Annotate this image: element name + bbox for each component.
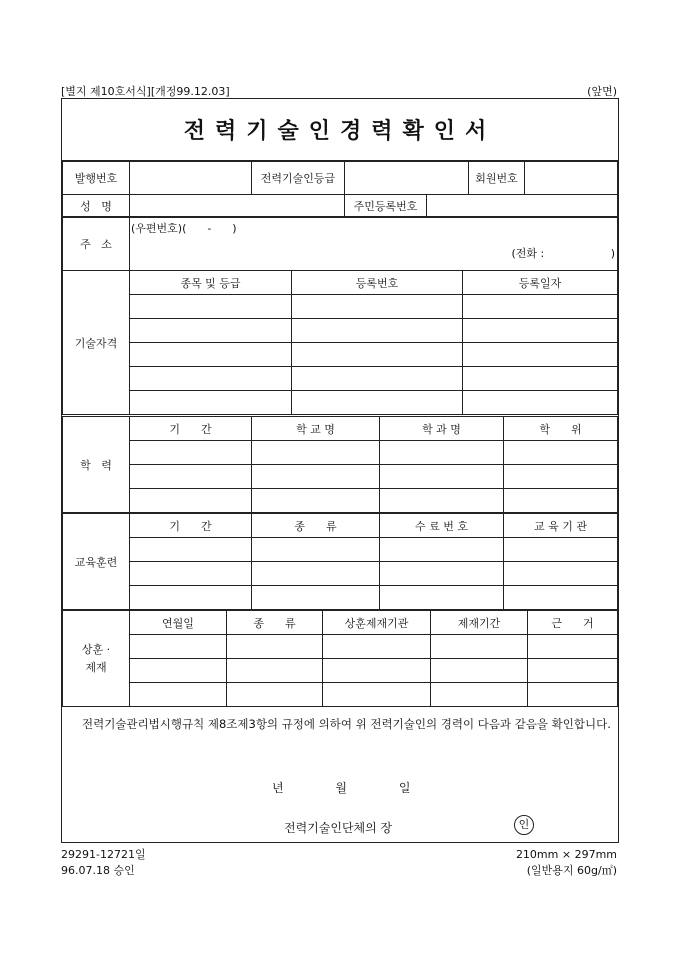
table-cell[interactable] [130,586,252,610]
confirmation-statement: 전력기술관리법시행규칙 제8조제3항의 규정에 의하여 위 전력기술인의 경력이 다음과 같음을 확인합니다. [82,717,611,731]
date-line [272,779,458,796]
table-cell[interactable] [504,562,618,586]
footer-code: 29291-12721일 [61,848,146,861]
certificate-form [61,98,619,843]
table-cell[interactable] [431,683,528,707]
table-cell[interactable] [463,295,618,319]
edu-col-degree: 학 위 [504,417,618,441]
table-cell[interactable] [463,391,618,415]
address-label: 주 소 [63,217,130,271]
table-cell[interactable] [504,489,618,513]
table-cell[interactable] [130,683,227,707]
training-label: 교육훈련 [63,514,130,610]
table-cell[interactable] [130,367,292,391]
table-cell[interactable] [380,441,504,465]
table-cell[interactable] [292,343,463,367]
qual-col-date: 등록일자 [463,271,618,295]
member-no-field[interactable] [525,162,618,195]
table-cell[interactable] [380,465,504,489]
table-cell[interactable] [380,586,504,610]
table-cell[interactable] [504,586,618,610]
table-cell[interactable] [252,538,380,562]
table-cell[interactable] [292,319,463,343]
table-cell[interactable] [528,635,618,659]
date-month: 월 [335,781,348,795]
qualification-table [62,270,618,415]
training-table [62,513,618,610]
train-col-period: 기 간 [130,514,252,538]
table-cell[interactable] [463,367,618,391]
grade-label: 전력기술인등급 [252,162,345,195]
side-label: (앞면) [587,85,617,98]
issue-no-field[interactable] [130,162,252,195]
name-table [62,194,618,218]
award-col-basis: 근 거 [528,611,618,635]
table-cell[interactable] [431,659,528,683]
edu-col-period: 기 간 [130,417,252,441]
education-label: 학 력 [63,417,130,513]
table-cell[interactable] [323,635,431,659]
table-cell[interactable] [130,441,252,465]
table-cell[interactable] [252,562,380,586]
phone-number: (전화 : ) [511,247,615,260]
table-cell[interactable] [130,659,227,683]
table-cell[interactable] [463,319,618,343]
paper-size: 210mm × 297mm [515,848,617,861]
signer-title: 전력기술인단체의 장 [284,821,393,835]
train-col-type: 종 류 [252,514,380,538]
table-cell[interactable] [130,489,252,513]
table-cell[interactable] [463,343,618,367]
table-cell[interactable] [227,659,323,683]
seal-mark: 인 [514,815,534,835]
awards-label-line2: 제재 [85,660,107,674]
footer-left [61,847,146,879]
grade-field[interactable] [345,162,469,195]
date-year: 년 [272,781,284,795]
qual-col-type: 종목 및 등급 [130,271,292,295]
edu-col-major: 학 과 명 [380,417,504,441]
form-number: [별지 제10호서식][개정99.12.03] [61,85,230,98]
table-cell[interactable] [227,683,323,707]
table-cell[interactable] [130,465,252,489]
name-field[interactable] [130,195,345,218]
table-cell[interactable] [504,465,618,489]
train-col-inst: 교 육 기 관 [504,514,618,538]
table-cell[interactable] [380,562,504,586]
award-col-period: 제재기간 [431,611,528,635]
footer-right [516,847,617,879]
table-cell[interactable] [528,659,618,683]
table-cell[interactable] [130,295,292,319]
table-cell[interactable] [380,538,504,562]
award-col-type: 종 류 [227,611,323,635]
table-cell[interactable] [130,343,292,367]
date-day: 일 [398,781,411,795]
address-field[interactable] [130,217,618,271]
table-cell[interactable] [380,489,504,513]
table-cell[interactable] [130,391,292,415]
name-label: 성 명 [63,195,130,218]
issue-no-label: 발행번호 [63,162,130,195]
qual-col-regno: 등록번호 [292,271,463,295]
table-cell[interactable] [431,635,528,659]
table-cell[interactable] [252,489,380,513]
table-cell[interactable] [252,586,380,610]
education-table [62,416,618,513]
table-cell[interactable] [292,391,463,415]
table-cell[interactable] [323,683,431,707]
address-table [62,216,618,271]
awards-table [62,610,618,707]
train-col-cert: 수 료 번 호 [380,514,504,538]
resident-no-label: 주민등록번호 [345,195,427,218]
table-cell[interactable] [130,538,252,562]
document-title: 전력기술인경력확인서 [62,99,618,161]
award-col-agency: 상훈제재기관 [323,611,431,635]
awards-label-line1: 상훈 · [81,642,111,656]
table-cell[interactable] [130,562,252,586]
footer-approval: 96.07.18 승인 [61,864,135,877]
table-cell[interactable] [227,635,323,659]
info-table [62,161,618,195]
paper-type: (일반용지 60g/㎡) [526,864,617,877]
table-cell[interactable] [323,659,431,683]
table-cell[interactable] [130,635,227,659]
table-cell[interactable] [252,441,380,465]
award-col-date: 연월일 [130,611,227,635]
table-cell[interactable] [528,683,618,707]
postal-code: (우편번호)( - ) [131,222,237,235]
table-cell[interactable] [130,319,292,343]
table-cell[interactable] [292,295,463,319]
table-cell[interactable] [292,367,463,391]
edu-col-school: 학 교 명 [252,417,380,441]
table-cell[interactable] [504,441,618,465]
table-cell[interactable] [252,465,380,489]
qualification-label: 기술자격 [63,271,130,415]
awards-label [63,611,130,707]
resident-no-field[interactable] [427,195,618,218]
member-no-label: 회원번호 [469,162,525,195]
table-cell[interactable] [504,538,618,562]
